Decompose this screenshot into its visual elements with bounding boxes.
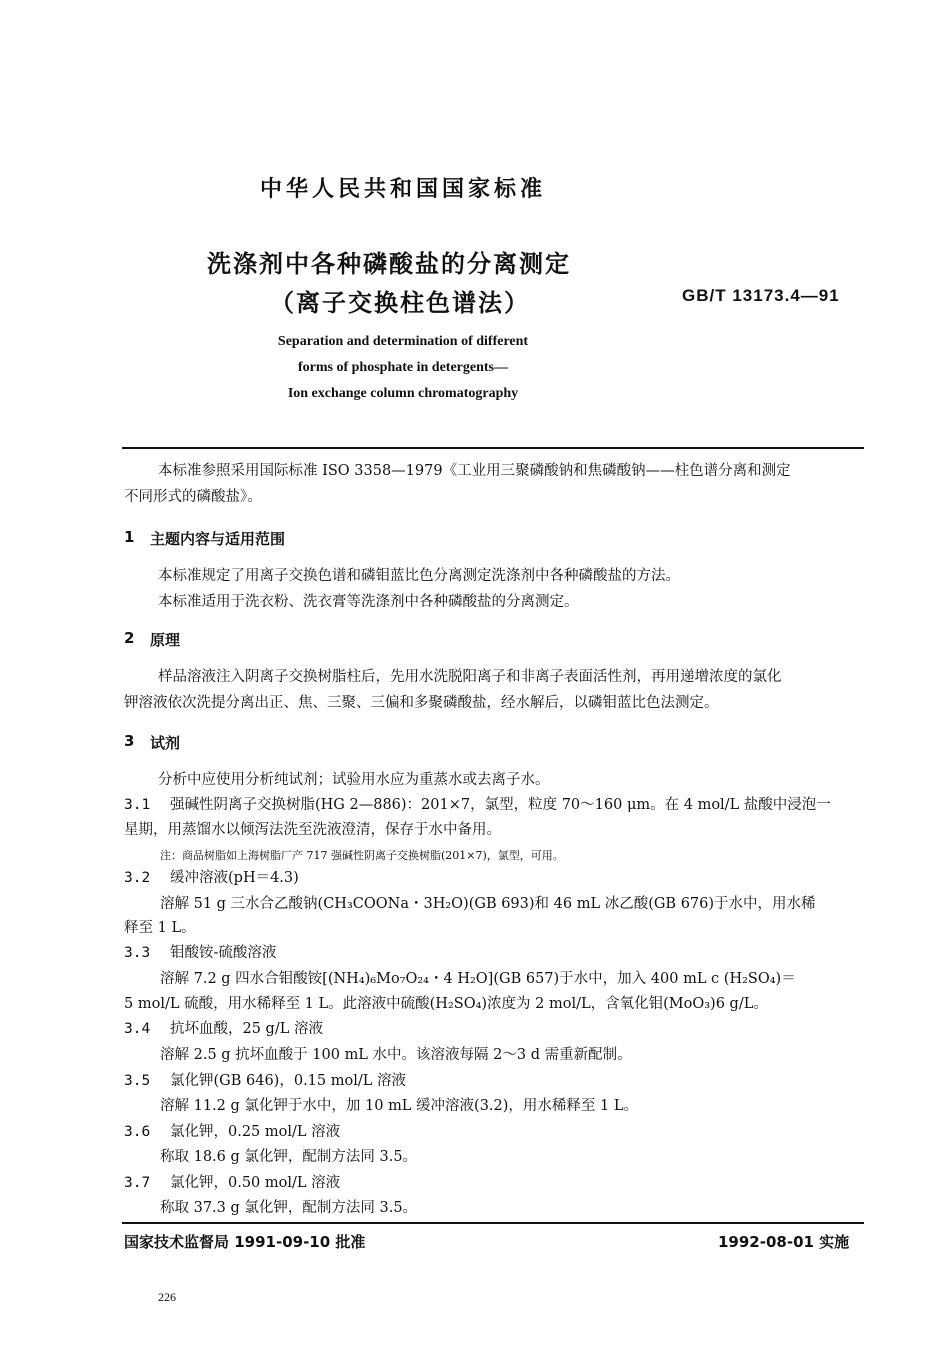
section-1-number: 1 <box>124 528 135 546</box>
page-number: 226 <box>158 1290 176 1304</box>
section-3-intro: 分析中应使用分析纯试剂；试验用水应为重蒸水或去离子水。 <box>158 772 550 788</box>
english-title-line-1: Separation and determination of different <box>277 334 529 349</box>
header-divider <box>122 447 864 449</box>
intro-line-1: 本标准参照采用国际标准 ISO 3358—1979《工业用三聚磷酸钠和焦磷酸钠——柱色谱分离和测定 <box>158 463 791 479</box>
standard-number: GB/T 13173.4—91 <box>682 286 840 305</box>
section-3-number: 3 <box>124 732 135 750</box>
clause-3-2-head: 缓冲溶液(pH＝4.3) <box>170 870 299 886</box>
clause-3-1-line: 星期，用蒸馏水以倾泻法洗至洗液澄清，保存于水中备用。 <box>124 822 501 838</box>
national-standard-heading: 中华人民共和国国家标准 <box>259 177 546 202</box>
clause-3-4-head: 抗坏血酸，25 g/L 溶液 <box>170 1021 323 1037</box>
clause-number-3-6: 3.6 <box>124 1124 151 1140</box>
implementation-date: 1992-08-01 实施 <box>718 1233 850 1251</box>
clause-3-6-head: 氯化钾，0.25 mol/L 溶液 <box>170 1124 341 1140</box>
section-2-number: 2 <box>124 629 135 647</box>
clause-3-3-head: 钼酸铵-硫酸溶液 <box>170 945 277 961</box>
section-1-paragraph-2: 本标准适用于洗衣粉、洗衣膏等洗涤剂中各种磷酸盐的分离测定。 <box>158 594 579 610</box>
section-2-line-1: 样品溶液注入阴离子交换树脂柱后，先用水洗脱阳离子和非离子表面活性剂，再用递增浓度的氯化 <box>158 669 782 685</box>
clause-3-7-head: 氯化钾，0.50 mol/L 溶液 <box>170 1175 341 1191</box>
clause-number-3-3: 3.3 <box>124 945 151 961</box>
section-2-line-2: 钾溶液依次洗提分离出正、焦、三聚、三偏和多聚磷酸盐，经水解后，以磷钼蓝比色法测定。 <box>124 695 719 711</box>
clause-3-3-line-2: 5 mol/L 硫酸，用水稀释至 1 L。此溶液中硫酸(H₂SO₄)浓度为 2 mol/L，含氧化钼(MoO₃)6 g/L。 <box>124 996 768 1012</box>
section-2-title: 原理 <box>150 631 181 649</box>
clause-3-1-note: 注：商品树脂如上海树脂厂产 717 强碱性阴离子交换树脂(201×7)，氯型，可用。 <box>160 849 564 862</box>
clause-3-7-line: 称取 37.3 g 氯化钾，配制方法同 3.5。 <box>160 1200 418 1216</box>
section-1-paragraph-1: 本标准规定了用离子交换色谱和磷钼蓝比色分离测定洗涤剂中各种磷酸盐的方法。 <box>158 568 680 584</box>
clause-number-3-2: 3.2 <box>124 870 151 886</box>
clause-3-6-line: 称取 18.6 g 氯化钾，配制方法同 3.5。 <box>160 1149 418 1165</box>
clause-number-3-4: 3.4 <box>124 1021 151 1037</box>
footer-divider <box>122 1222 864 1224</box>
english-title-line-2: forms of phosphate in detergents— <box>298 360 508 375</box>
clause-3-5-line: 溶解 11.2 g 氯化钾于水中，加 10 mL 缓冲溶液(3.2)，用水稀释至 1 L。 <box>160 1098 638 1114</box>
page-subtitle: （离子交换柱色谱法） <box>270 289 530 317</box>
clause-3-4-line: 溶解 2.5 g 抗坏血酸于 100 mL 水中。该溶液每隔 2～3 d 需重新配制。 <box>160 1047 632 1063</box>
english-title-line-3: Ion exchange column chromatography <box>287 386 519 401</box>
clause-3-5-head: 氯化钾(GB 646)，0.15 mol/L 溶液 <box>170 1073 406 1089</box>
clause-number-3-7: 3.7 <box>124 1175 151 1191</box>
approval-date: 国家技术监督局 1991-09-10 批准 <box>124 1233 366 1251</box>
clause-3-2-line-2: 释至 1 L。 <box>124 920 196 936</box>
clause-3-2-line-1: 溶解 51 g 三水合乙酸钠(CH₃COONa・3H₂O)(GB 693)和 46 mL 冰乙酸(GB 676)于水中，用水稀 <box>160 896 816 912</box>
section-1-title: 主题内容与适用范围 <box>150 530 286 548</box>
page-title: 洗涤剂中各种磷酸盐的分离测定 <box>207 250 571 278</box>
clause-3-3-line-1: 溶解 7.2 g 四水合钼酸铵[(NH₄)₆Mo₇O₂₄・4 H₂O](GB 657)于水中，加入 400 mL c (H₂SO₄)＝ <box>160 971 796 987</box>
clause-3-1-head: 强碱性阴离子交换树脂(HG 2—886)：201×7，氯型，粒度 70～160 μm。在 4 mol/L 盐酸中浸泡一 <box>170 797 831 813</box>
intro-line-2: 不同形式的磷酸盐》。 <box>124 489 262 505</box>
section-3-title: 试剂 <box>150 734 181 752</box>
clause-number-3-5: 3.5 <box>124 1073 151 1089</box>
clause-number-3-1: 3.1 <box>124 797 151 813</box>
